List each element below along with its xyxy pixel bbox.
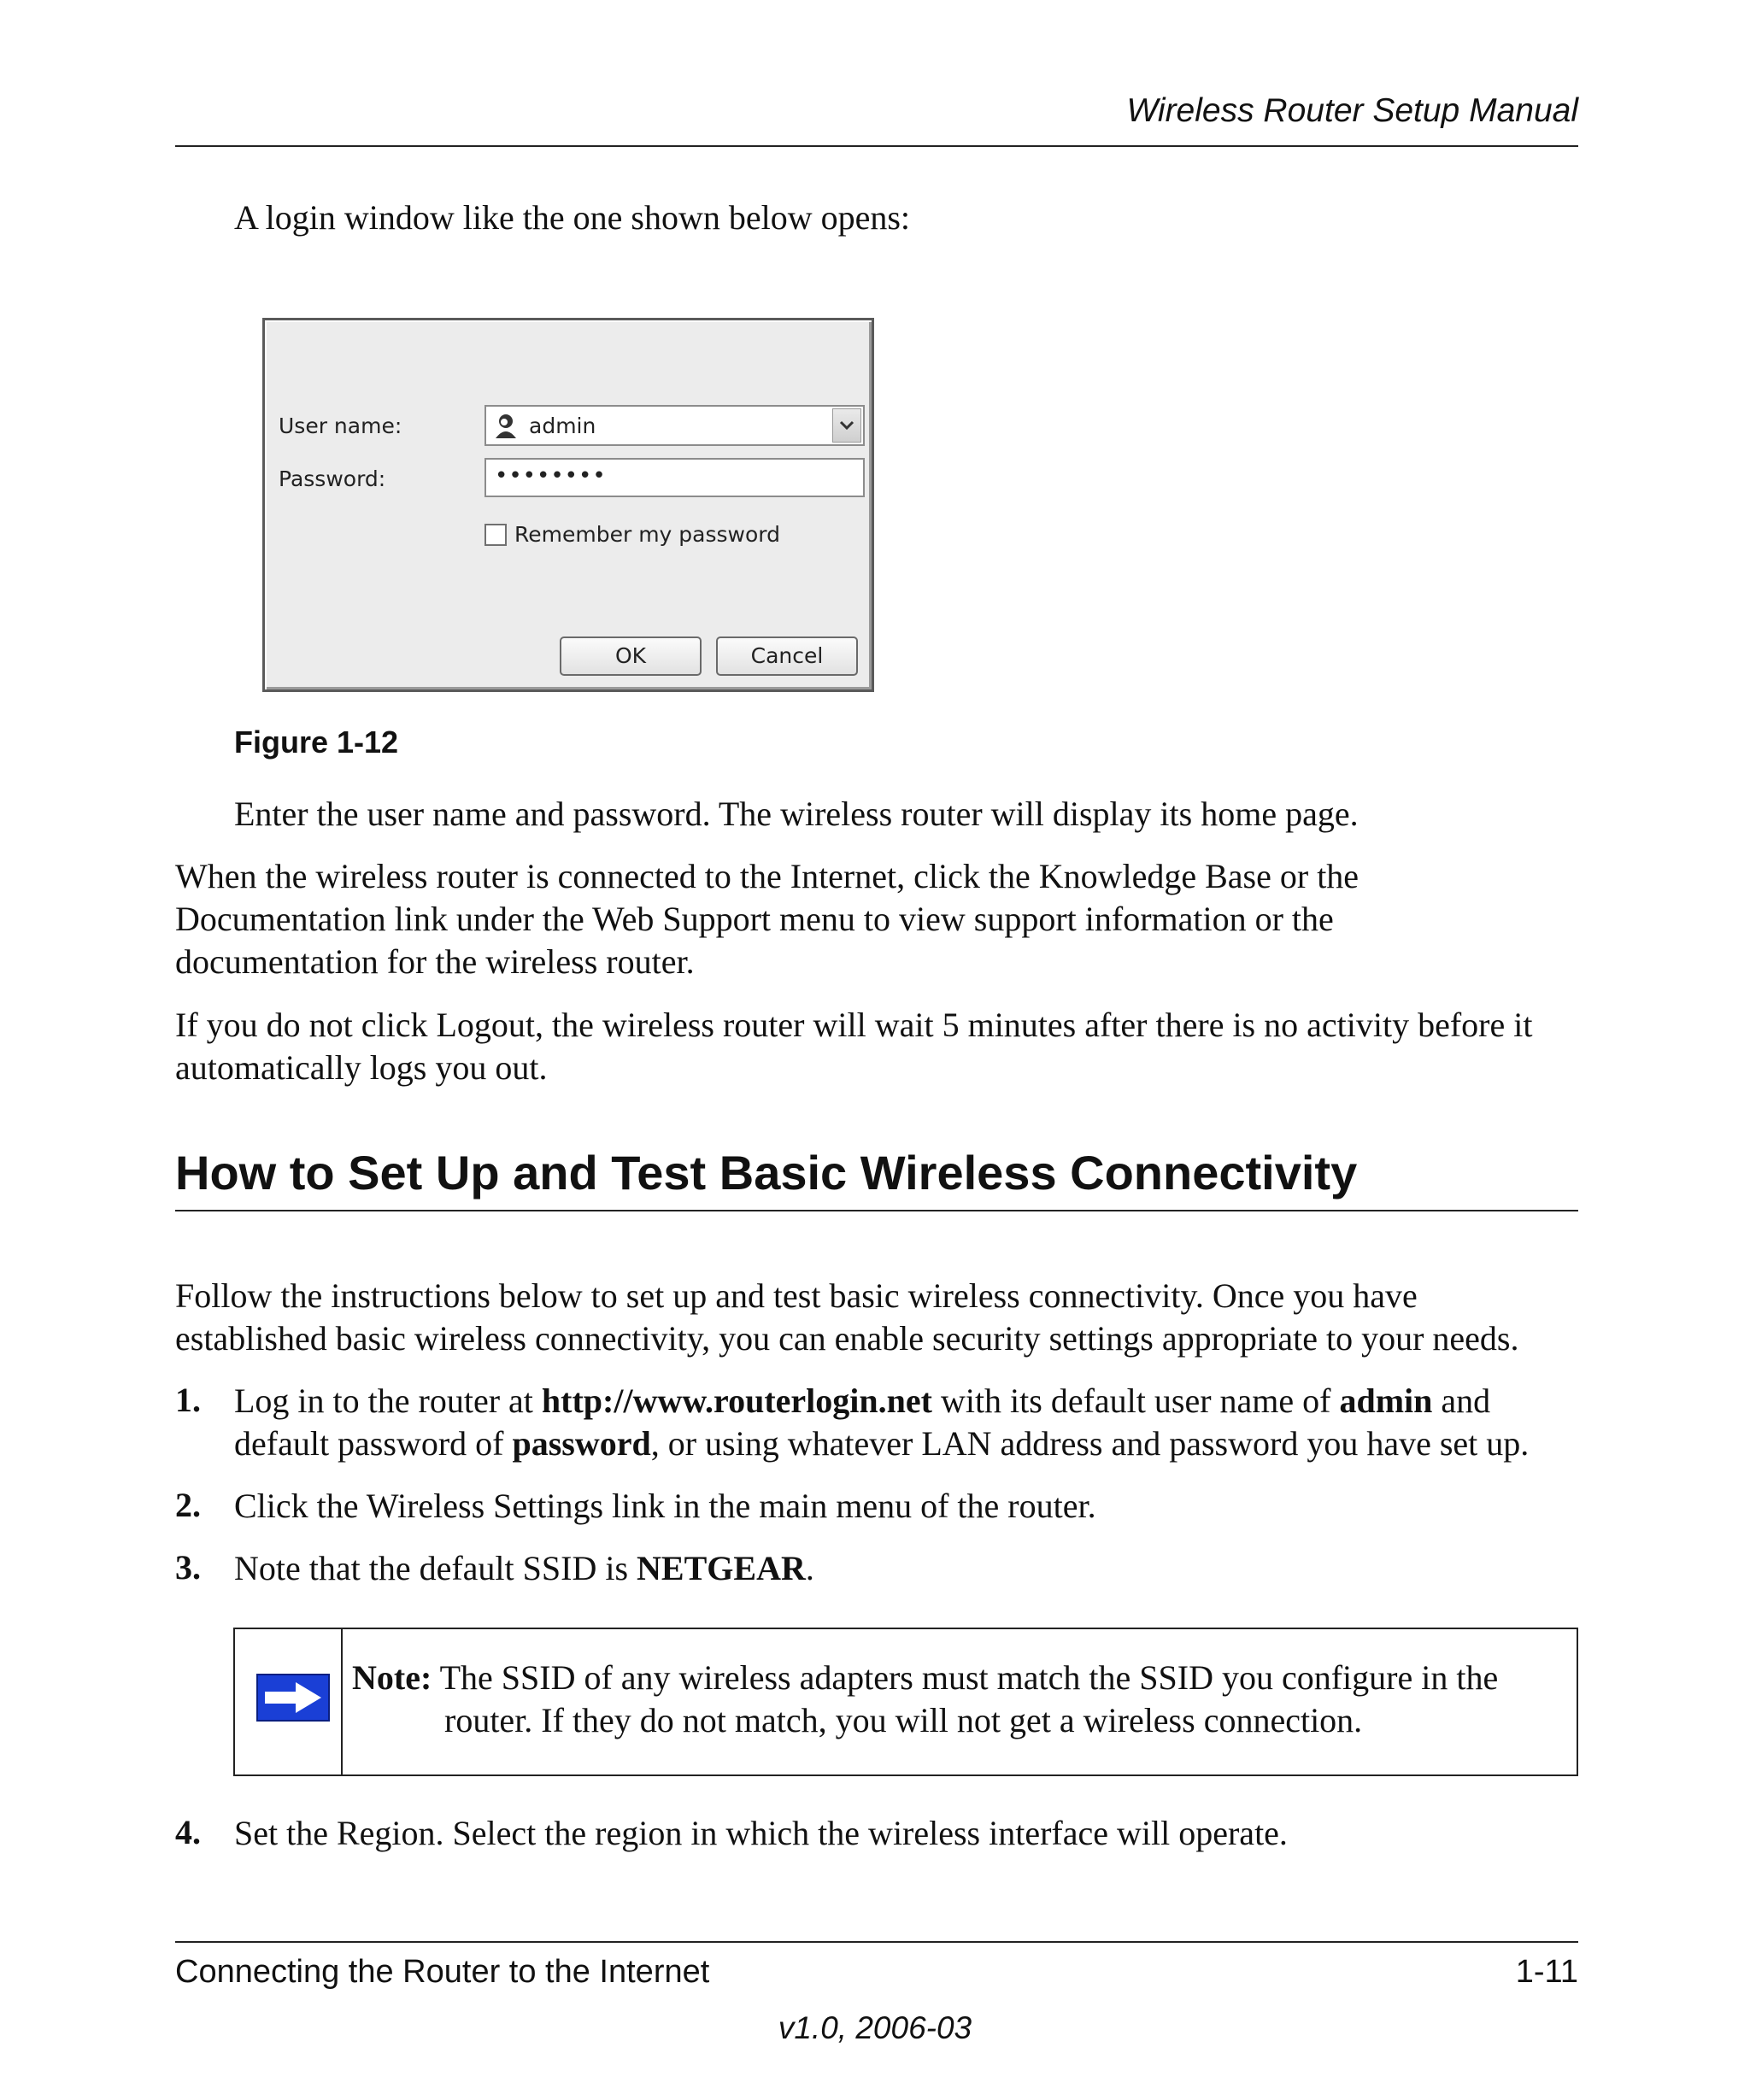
- password-value: ••••••••: [495, 463, 607, 489]
- step-text: Note that the default SSID is NETGEAR.: [234, 1549, 814, 1587]
- password-field[interactable]: [484, 458, 865, 497]
- paragraph: Enter the user name and password. The wireless router will display its home page.: [234, 795, 1359, 833]
- header-rule: [175, 145, 1578, 147]
- page-number: 1-11: [1515, 1954, 1578, 1990]
- password-label: Password:: [279, 466, 386, 491]
- right-arrow-icon: [256, 1674, 330, 1722]
- combo-dropdown-button[interactable]: [832, 408, 861, 443]
- user-icon: [493, 413, 519, 440]
- note-box: [233, 1628, 1578, 1776]
- username-combo[interactable]: [484, 405, 865, 446]
- intro-text: A login window like the one shown below opens:: [234, 198, 911, 237]
- chevron-down-icon: [833, 409, 860, 442]
- footer-rule: [175, 1941, 1578, 1943]
- figure-caption: Figure 1-12: [234, 724, 399, 760]
- step-text: Click the Wireless Settings link in the main menu of the router.: [234, 1487, 1096, 1525]
- cancel-button[interactable]: Cancel: [716, 636, 858, 676]
- url-text: http://www.routerlogin.net: [541, 1381, 932, 1420]
- running-header: Wireless Router Setup Manual: [1126, 92, 1578, 129]
- note-text: router. If they do not match, you will not get a wireless connection.: [444, 1701, 1363, 1739]
- login-dialog: [262, 318, 874, 692]
- section-intro: established basic wireless connectivity, you can enable security settings appropriate to your needs.: [175, 1319, 1519, 1358]
- step-number: 3.: [175, 1548, 201, 1587]
- section-intro: Follow the instructions below to set up and test basic wireless connectivity. Once you have: [175, 1276, 1418, 1315]
- note-text: Note: The SSID of any wireless adapters must match the SSID you configure in the: [352, 1658, 1499, 1697]
- note-divider: [341, 1629, 343, 1774]
- step-text: default password of password, or using whatever LAN address and password you have set up.: [234, 1424, 1530, 1463]
- step-number: 4.: [175, 1813, 201, 1851]
- remember-checkbox[interactable]: [484, 524, 507, 546]
- step-text: Log in to the router at http://www.routerlogin.net with its default user name of admin and: [234, 1381, 1491, 1420]
- paragraph: documentation for the wireless router.: [175, 942, 695, 981]
- footer-chapter: Connecting the Router to the Internet: [175, 1954, 710, 1990]
- step-number: 2.: [175, 1486, 201, 1524]
- paragraph: If you do not click Logout, the wireless router will wait 5 minutes after there is no activity before it: [175, 1006, 1533, 1044]
- step-number: 1.: [175, 1381, 201, 1419]
- section-rule: [175, 1210, 1578, 1211]
- ok-button[interactable]: OK: [560, 636, 702, 676]
- username-value: admin: [529, 414, 596, 438]
- version-text: v1.0, 2006-03: [778, 2010, 972, 2045]
- note-label: Note:: [352, 1658, 432, 1697]
- step-text: Set the Region. Select the region in which the wireless interface will operate.: [234, 1814, 1288, 1852]
- username-label: User name:: [279, 414, 402, 438]
- remember-label[interactable]: Remember my password: [514, 522, 780, 547]
- section-heading: How to Set Up and Test Basic Wireless Connectivity: [175, 1146, 1358, 1200]
- paragraph: When the wireless router is connected to the Internet, click the Knowledge Base or the: [175, 857, 1359, 895]
- paragraph: Documentation link under the Web Support menu to view support information or the: [175, 900, 1334, 938]
- paragraph: automatically logs you out.: [175, 1048, 548, 1087]
